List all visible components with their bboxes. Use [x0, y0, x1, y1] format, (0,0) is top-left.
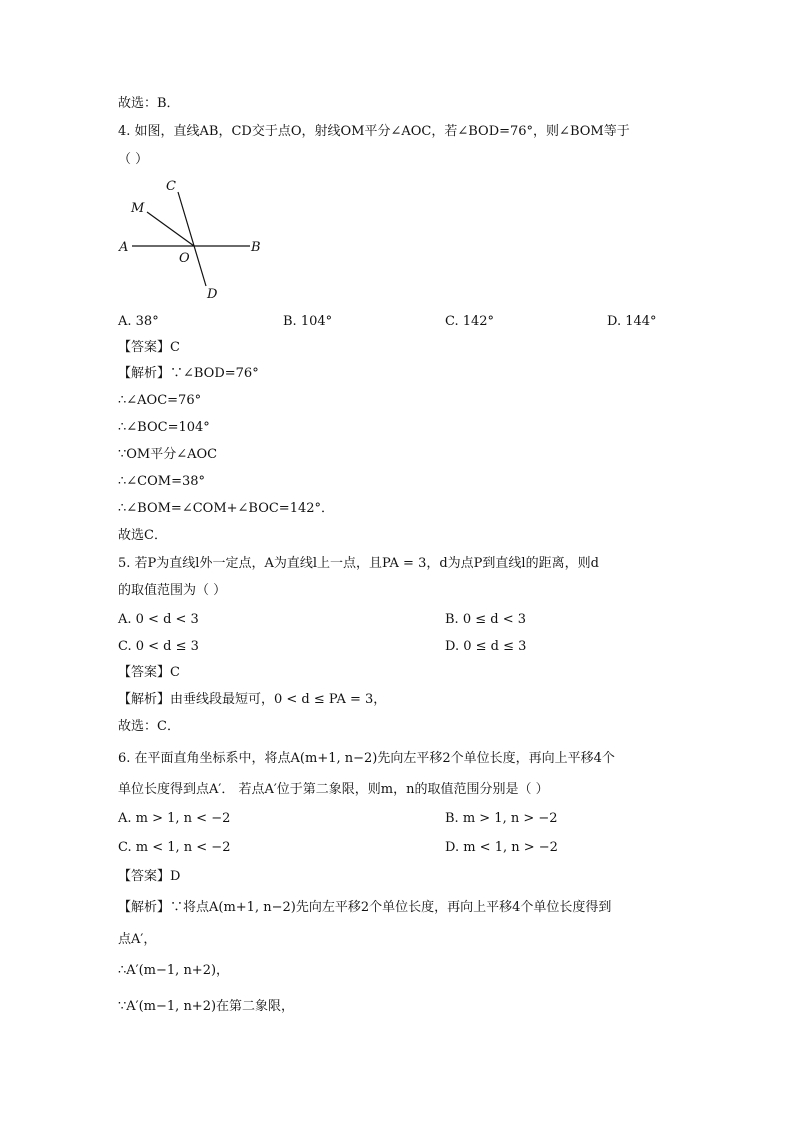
q6-analysis-2: 点A′， — [118, 932, 157, 947]
q5-stem: 5. 若P为直线l外一定点，A为直线l上一点，且PA = 3，d为点P到直线l的距离，则d — [118, 556, 599, 571]
q4-analysis-2: ∴∠AOC=76° — [118, 393, 202, 408]
q4-geometry-diagram — [118, 176, 268, 302]
q5-option-b: B. 0 ≤ d < 3 — [445, 612, 526, 627]
q5-stem-2: 的取值范围为（ ） — [118, 583, 227, 598]
q5-option-c: C. 0 < d ≤ 3 — [118, 639, 199, 654]
label-m: M — [131, 201, 145, 216]
q5-analysis: 【解析】由垂线段最短可，0 < d ≤ PA = 3， — [118, 692, 387, 707]
q5-option-d: D. 0 ≤ d ≤ 3 — [445, 639, 527, 654]
q4-stem-paren: （ ） — [118, 152, 149, 167]
q5-answer: 【答案】C — [118, 665, 180, 680]
q6-option-d: D. m < 1, n > −2 — [445, 840, 558, 855]
q6-analysis-3: ∴A′(m−1, n+2)， — [118, 963, 230, 978]
q4-option-d: D. 144° — [607, 314, 657, 329]
ray-om — [147, 212, 194, 246]
q5-option-a: A. 0 < d < 3 — [118, 612, 199, 627]
q4-option-b: B. 104° — [283, 314, 333, 329]
q6-stem-2: 单位长度得到点A′． 若点A′位于第二象限，则m，n的取值范围分别是（ ） — [118, 782, 549, 797]
q6-analysis-1: 【解析】∵将点A(m+1, n−2)先向左平移2个单位长度，再向上平移4个单位长度得到 — [118, 900, 612, 915]
label-b: B — [251, 240, 261, 255]
q4-option-a: A. 38° — [118, 314, 159, 329]
line-cd — [178, 192, 206, 286]
q4-answer: 【答案】C — [118, 340, 180, 355]
q5-conclusion: 故选：C． — [118, 719, 180, 734]
q6-option-a: A. m > 1, n < −2 — [118, 811, 231, 826]
q3-conclusion: 故选：B． — [118, 96, 180, 111]
q6-stem: 6. 在平面直角坐标系中，将点A(m+1, n−2)先向左平移2个单位长度，再向上平移4个 — [118, 751, 615, 766]
q6-analysis-4: ∵A′(m−1, n+2)在第二象限， — [118, 999, 295, 1014]
q6-option-c: C. m < 1, n < −2 — [118, 840, 231, 855]
q4-stem: 4. 如图，直线AB，CD交于点O，射线OM平分∠AOC，若∠BOD=76°，则∠BOM等于 — [118, 124, 630, 139]
label-d: D — [207, 287, 218, 302]
q6-answer: 【答案】D — [118, 869, 181, 884]
q4-conclusion: 故选C． — [118, 528, 167, 543]
label-c: C — [166, 179, 176, 194]
label-a: A — [119, 240, 129, 255]
q6-option-b: B. m > 1, n > −2 — [445, 811, 558, 826]
q4-analysis-1: 【解析】∵∠BOD=76° — [118, 366, 259, 381]
label-o: O — [179, 251, 190, 266]
q4-analysis-4: ∵OM平分∠AOC — [118, 447, 218, 462]
q4-option-c: C. 142° — [445, 314, 495, 329]
q4-analysis-3: ∴∠BOC=104° — [118, 420, 210, 435]
q4-analysis-6: ∴∠BOM=∠COM+∠BOC=142°． — [118, 501, 335, 516]
q4-analysis-5: ∴∠COM=38° — [118, 474, 206, 489]
